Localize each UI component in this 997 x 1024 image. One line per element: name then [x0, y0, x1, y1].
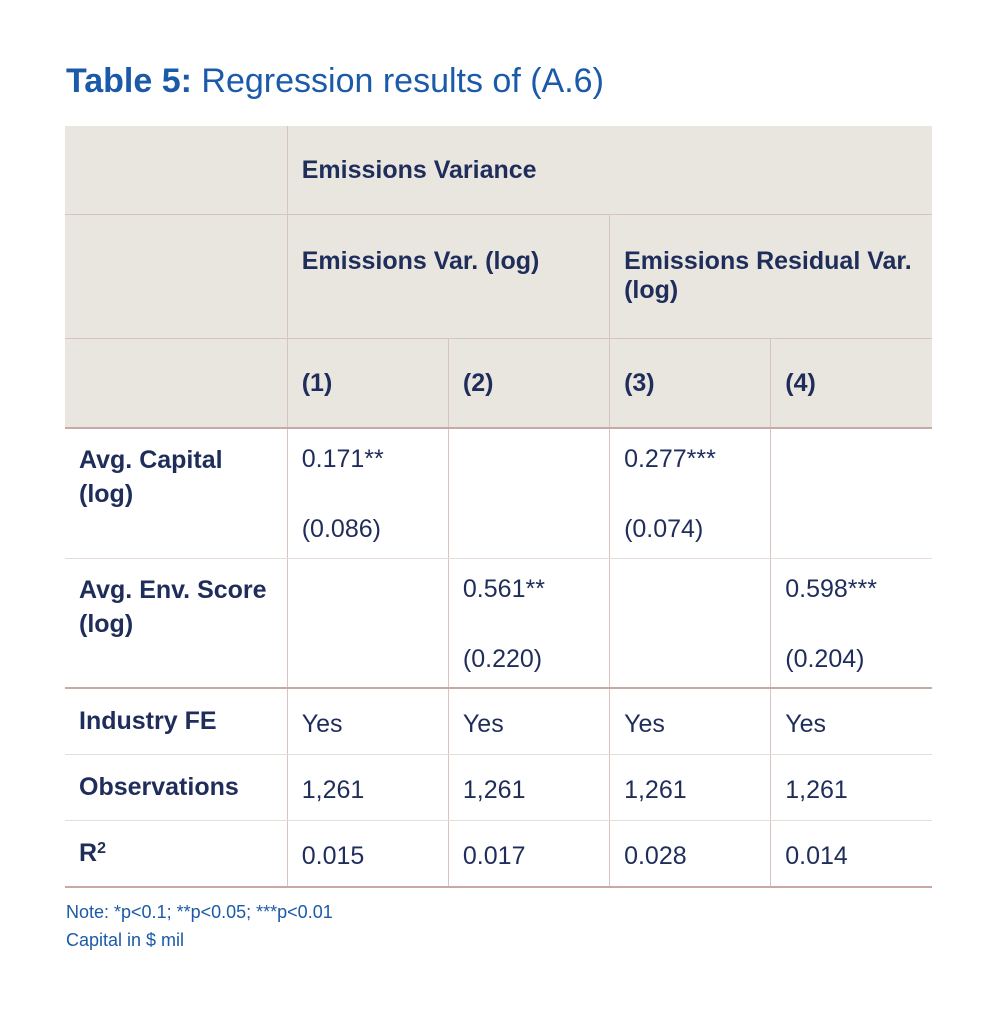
estimate: 0.598***	[785, 574, 877, 603]
table-row-capital	[65, 428, 932, 558]
estimate: 0.171**	[301, 445, 384, 473]
table-title-text: Regression results of (A.6)	[201, 62, 604, 100]
cell-obs-2: 1,261	[448, 755, 609, 821]
column-header-3: (3)	[610, 339, 771, 429]
cell-capital-3	[610, 428, 771, 558]
regression-table	[65, 126, 932, 888]
row-label-capital: Avg. Capital (log)	[65, 428, 287, 558]
table-row-observations	[65, 755, 932, 821]
cell-capital-2	[448, 428, 609, 558]
cell-industry-2: Yes	[448, 688, 609, 755]
estimate: 0.561**	[462, 574, 545, 603]
standard-error: (0.086)	[301, 515, 381, 543]
cell-industry-1: Yes	[287, 688, 448, 755]
cell-industry-3: Yes	[610, 688, 771, 755]
row-label-observations: Observations	[65, 755, 287, 821]
row-label-env: Avg. Env. Score (log)	[65, 558, 287, 688]
estimate: 0.277***	[624, 445, 716, 473]
cell-r2-3: 0.028	[610, 821, 771, 888]
cell-obs-3: 1,261	[610, 755, 771, 821]
cell-env-3	[610, 558, 771, 688]
table-row-env	[65, 558, 932, 688]
header-subgroup-1: Emissions Var. (log)	[287, 215, 609, 339]
header-corner-cell	[65, 215, 287, 339]
column-header-1: (1)	[287, 339, 448, 429]
standard-error: (0.204)	[785, 644, 865, 673]
table-row-industry	[65, 688, 932, 755]
header-row-subgroups	[65, 215, 932, 339]
header-row-columns	[65, 339, 932, 429]
cell-r2-1: 0.015	[287, 821, 448, 888]
header-subgroup-2: Emissions Residual Var. (log)	[610, 215, 932, 339]
table-title	[66, 62, 604, 101]
header-group-label: Emissions Variance	[287, 126, 932, 215]
cell-industry-4: Yes	[771, 688, 932, 755]
table-title-lead: Table 5:	[66, 62, 192, 100]
column-header-4: (4)	[771, 339, 932, 429]
header-corner-cell	[65, 126, 287, 215]
table-row-r2	[65, 821, 932, 888]
table-notes	[66, 898, 333, 954]
r2-base: R	[79, 839, 98, 867]
row-label-r2	[65, 821, 287, 888]
header-corner-cell	[65, 339, 287, 429]
note-capital-units: Capital in $ mil	[66, 930, 185, 950]
cell-capital-1	[287, 428, 448, 558]
row-label-industry: Industry FE	[65, 688, 287, 755]
standard-error: (0.220)	[462, 644, 543, 673]
cell-capital-4	[771, 428, 932, 558]
note-significance: Note: *p<0.1; **p<0.05; ***p<0.01	[66, 902, 333, 922]
cell-env-4	[771, 558, 932, 688]
cell-env-2	[448, 558, 609, 688]
cell-env-1	[287, 558, 448, 688]
standard-error: (0.074)	[624, 515, 704, 543]
r2-superscript: 2	[97, 840, 106, 857]
column-header-2: (2)	[448, 339, 609, 429]
cell-r2-2: 0.017	[448, 821, 609, 888]
cell-obs-1: 1,261	[287, 755, 448, 821]
header-row-group	[65, 126, 932, 215]
cell-obs-4: 1,261	[771, 755, 932, 821]
cell-r2-4: 0.014	[771, 821, 932, 888]
